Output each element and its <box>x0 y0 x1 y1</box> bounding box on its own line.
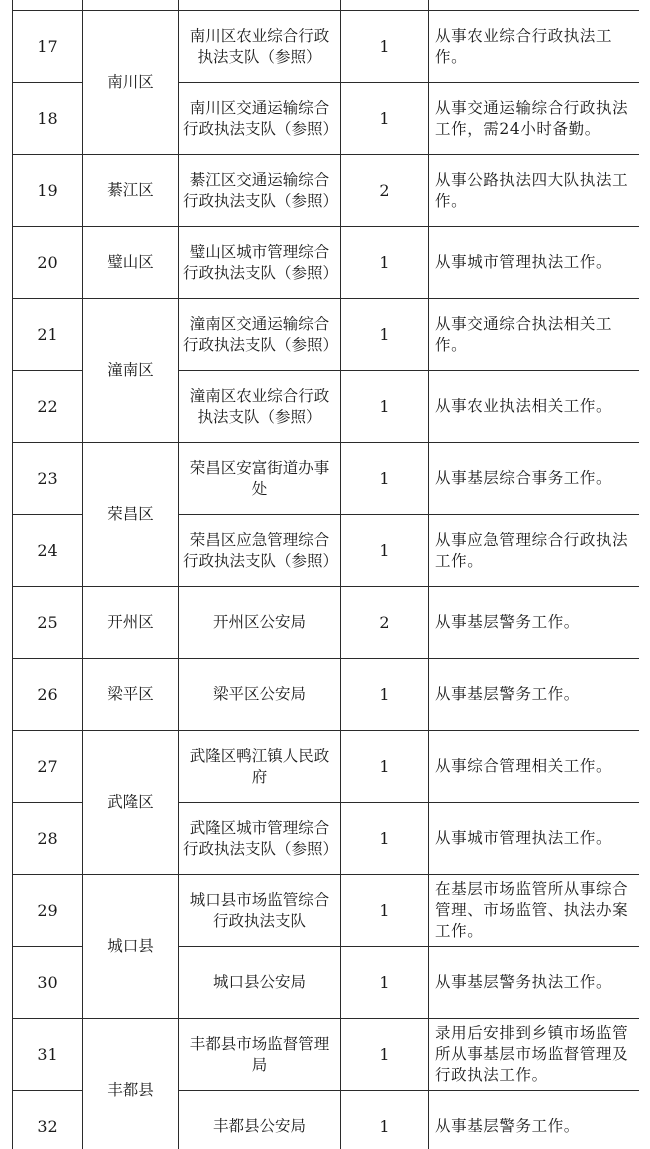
unit-cell: 城口县公安局 <box>179 947 341 1019</box>
unit-cell: 潼南区农业综合行政执法支队（参照） <box>179 371 341 443</box>
duty-cell: 从事城市管理执法工作。 <box>429 803 640 875</box>
count-cell: 2 <box>341 587 429 659</box>
row-number: 19 <box>13 155 83 227</box>
district-cell: 梁平区 <box>83 659 179 731</box>
count-cell: 1 <box>341 659 429 731</box>
table-row <box>13 659 640 731</box>
row-number: 25 <box>13 587 83 659</box>
district-cell: 城口县 <box>83 875 179 1019</box>
table-row <box>13 155 640 227</box>
unit-cell: 城口县市场监管综合行政执法支队 <box>179 875 341 947</box>
row-number: 29 <box>13 875 83 947</box>
count-cell: 1 <box>341 83 429 155</box>
unit-cell: 武隆区鸭江镇人民政府 <box>179 731 341 803</box>
unit-cell: 綦江区交通运输综合行政执法支队（参照） <box>179 155 341 227</box>
unit-cell: 丰都县市场监督管理局 <box>179 1019 341 1091</box>
duty-cell: 从事基层警务执法工作。 <box>429 947 640 1019</box>
table-row <box>13 587 640 659</box>
duty-cell <box>429 0 640 11</box>
table-row <box>13 0 640 11</box>
row-number <box>13 0 83 11</box>
unit-cell: 丰都县公安局 <box>179 1091 341 1149</box>
row-number: 27 <box>13 731 83 803</box>
row-number: 22 <box>13 371 83 443</box>
table-row <box>13 227 640 299</box>
count-cell: 1 <box>341 443 429 515</box>
count-cell: 1 <box>341 875 429 947</box>
duty-cell: 从事农业执法相关工作。 <box>429 371 640 443</box>
unit-cell: 开州区公安局 <box>179 587 341 659</box>
unit-cell: 武隆区城市管理综合行政执法支队（参照） <box>179 803 341 875</box>
table-row <box>13 1019 640 1091</box>
district-cell: 武隆区 <box>83 731 179 875</box>
count-cell <box>341 0 429 11</box>
duty-cell: 从事农业综合行政执法工作。 <box>429 11 640 83</box>
count-cell: 1 <box>341 731 429 803</box>
count-cell: 1 <box>341 371 429 443</box>
count-cell: 1 <box>341 227 429 299</box>
district-cell: 南川区 <box>83 11 179 155</box>
table-viewport <box>12 0 639 1149</box>
unit-cell: 梁平区公安局 <box>179 659 341 731</box>
count-cell: 1 <box>341 1019 429 1091</box>
unit-cell: 璧山区城市管理综合行政执法支队（参照） <box>179 227 341 299</box>
duty-cell: 录用后安排到乡镇市场监管所从事基层市场监督管理及行政执法工作。 <box>429 1019 640 1091</box>
duty-cell: 从事城市管理执法工作。 <box>429 227 640 299</box>
duty-cell: 从事基层综合事务工作。 <box>429 443 640 515</box>
district-cell: 丰都县 <box>83 1019 179 1149</box>
row-number: 23 <box>13 443 83 515</box>
row-number: 20 <box>13 227 83 299</box>
row-number: 26 <box>13 659 83 731</box>
row-number: 18 <box>13 83 83 155</box>
count-cell: 1 <box>341 803 429 875</box>
duty-cell: 从事交通综合执法相关工作。 <box>429 299 640 371</box>
duty-cell: 从事应急管理综合行政执法工作。 <box>429 515 640 587</box>
unit-cell: 南川区农业综合行政执法支队（参照） <box>179 11 341 83</box>
table-row <box>13 875 640 947</box>
count-cell: 2 <box>341 155 429 227</box>
district-cell: 璧山区 <box>83 227 179 299</box>
district-cell: 潼南区 <box>83 299 179 443</box>
duty-cell: 从事公路执法四大队执法工作。 <box>429 155 640 227</box>
district-cell <box>83 0 179 11</box>
table-row <box>13 299 640 371</box>
table-row <box>13 443 640 515</box>
duty-cell: 在基层市场监管所从事综合管理、市场监管、执法办案工作。 <box>429 875 640 947</box>
table-row <box>13 731 640 803</box>
district-cell: 綦江区 <box>83 155 179 227</box>
unit-cell <box>179 0 341 11</box>
row-number: 28 <box>13 803 83 875</box>
recruitment-table <box>12 0 639 1149</box>
district-cell: 开州区 <box>83 587 179 659</box>
row-number: 31 <box>13 1019 83 1091</box>
unit-cell: 荣昌区安富街道办事处 <box>179 443 341 515</box>
unit-cell: 潼南区交通运输综合行政执法支队（参照） <box>179 299 341 371</box>
district-cell: 荣昌区 <box>83 443 179 587</box>
row-number: 17 <box>13 11 83 83</box>
count-cell: 1 <box>341 1091 429 1149</box>
count-cell: 1 <box>341 515 429 587</box>
count-cell: 1 <box>341 947 429 1019</box>
row-number: 32 <box>13 1091 83 1149</box>
duty-cell: 从事基层警务工作。 <box>429 587 640 659</box>
duty-cell: 从事基层警务工作。 <box>429 1091 640 1149</box>
duty-cell: 从事基层警务工作。 <box>429 659 640 731</box>
row-number: 21 <box>13 299 83 371</box>
duty-cell: 从事交通运输综合行政执法工作，需24小时备勤。 <box>429 83 640 155</box>
count-cell: 1 <box>341 11 429 83</box>
row-number: 30 <box>13 947 83 1019</box>
count-cell: 1 <box>341 299 429 371</box>
duty-cell: 从事综合管理相关工作。 <box>429 731 640 803</box>
table-row <box>13 11 640 83</box>
unit-cell: 荣昌区应急管理综合行政执法支队（参照） <box>179 515 341 587</box>
row-number: 24 <box>13 515 83 587</box>
unit-cell: 南川区交通运输综合行政执法支队（参照） <box>179 83 341 155</box>
